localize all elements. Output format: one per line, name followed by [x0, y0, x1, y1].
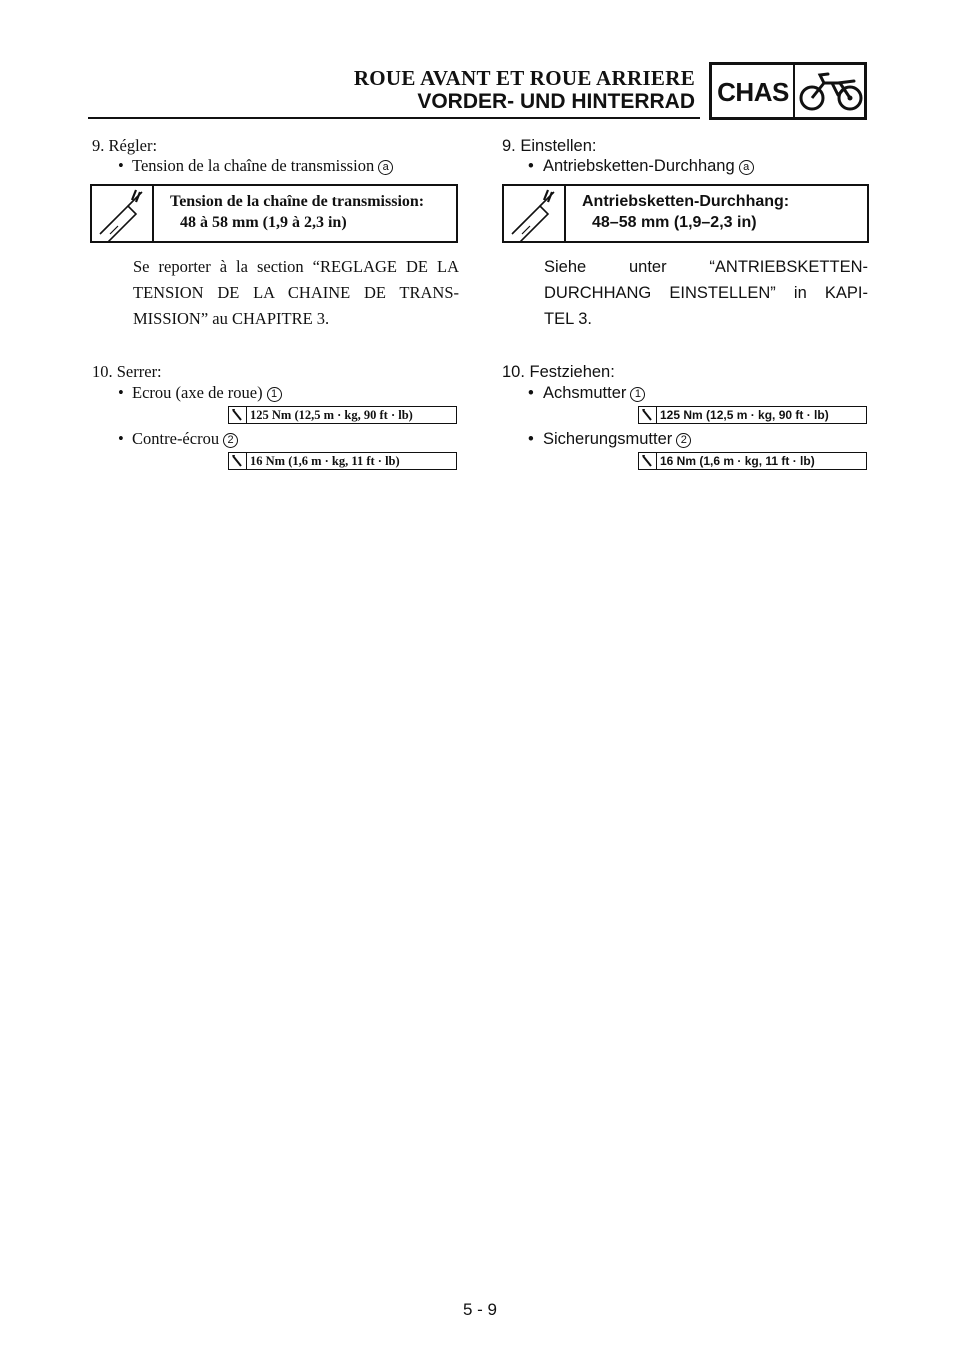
caliper-icon-cell — [504, 186, 566, 241]
de-spec-box — [502, 184, 869, 243]
fr-item1: • Ecrou (axe de roue) 1 — [118, 380, 282, 406]
fr-torque-value-2: 16 Nm (1,6 m · kg, 11 ft · lb) — [250, 454, 400, 468]
fr-spec-value: 48 à 58 mm (1,9 à 2,3 in) — [180, 214, 347, 231]
fr-torque-box-1 — [228, 406, 457, 424]
torque-wrench-icon — [229, 407, 247, 423]
de-step9-item-text: Antriebsketten-Durchhang — [542, 157, 735, 175]
de-refer-text — [544, 254, 868, 332]
fr-step9-item: • Tension de la chaîne de transmission a — [118, 153, 393, 179]
de-torque-value-2: 16 Nm (1,6 m · kg, 11 ft · lb) — [660, 454, 815, 468]
section-code: CHAS — [717, 77, 789, 107]
fr-spec-title: Tension de la chaîne de transmission: — [170, 193, 425, 210]
fr-refer-line: Se reporter à la section “REGLAGE DE LA — [133, 257, 459, 276]
torque-wrench-icon — [639, 453, 657, 469]
badge-divider — [793, 65, 795, 117]
caliper-icon — [92, 186, 152, 241]
section-title-french: ROUE AVANT ET ROUE ARRIERE — [353, 66, 695, 90]
fr-step10-label: 10. Serrer: — [92, 362, 162, 381]
de-item1-text: Achsmutter — [542, 384, 627, 402]
de-refer-line: TEL 3. — [544, 310, 592, 328]
ref-marker-1: 1 — [267, 387, 282, 402]
fr-torque-value-1: 125 Nm (12,5 m · kg, 90 ft · lb) — [250, 408, 413, 422]
section-title-german: VORDER- UND HINTERRAD — [417, 90, 695, 113]
fr-refer-line: TENSION DE LA CHAINE DE TRANS- — [133, 283, 459, 302]
fr-step9-label: 9. Régler: — [92, 136, 158, 155]
de-spec-value: 48–58 mm (1,9–2,3 in) — [592, 214, 757, 231]
header-rule — [88, 117, 700, 119]
torque-wrench-icon — [639, 407, 657, 423]
de-step9-item: • Antriebsketten-Durchhang a — [528, 153, 754, 179]
fr-item1-text: Ecrou (axe de roue) — [132, 383, 263, 402]
ref-marker-a: a — [378, 160, 393, 175]
fr-refer-line: MISSION” au CHAPITRE 3. — [133, 309, 330, 328]
motorcycle-icon — [798, 69, 864, 113]
de-refer-line: DURCHHANG EINSTELLEN” in KAPI- — [544, 284, 868, 302]
de-item1: • Achsmutter 1 — [528, 380, 645, 406]
fr-step9-item-text: Tension de la chaîne de transmission — [132, 156, 375, 175]
caliper-icon-cell — [92, 186, 154, 241]
de-torque-box-2 — [638, 452, 867, 470]
ref-marker-1: 1 — [630, 387, 645, 402]
fr-torque-box-2 — [228, 452, 457, 470]
ref-marker-a: a — [739, 160, 754, 175]
page-number: 5 - 9 — [462, 1300, 498, 1319]
de-item2-text: Sicherungsmutter — [542, 430, 673, 448]
de-step10-label: 10. Festziehen: — [502, 363, 615, 381]
torque-wrench-icon — [229, 453, 247, 469]
de-step9-label: 9. Einstellen: — [502, 137, 597, 155]
section-badge — [709, 62, 867, 120]
de-spec-title: Antriebsketten-Durchhang: — [582, 193, 790, 210]
de-item2: • Sicherungsmutter 2 — [528, 426, 691, 452]
fr-spec-box — [90, 184, 458, 243]
caliper-icon — [504, 186, 564, 241]
ref-marker-2: 2 — [223, 433, 238, 448]
fr-refer-text — [133, 254, 459, 332]
de-torque-value-1: 125 Nm (12,5 m · kg, 90 ft · lb) — [660, 408, 829, 422]
fr-item2: • Contre-écrou 2 — [118, 426, 238, 452]
ref-marker-2: 2 — [676, 433, 691, 448]
fr-item2-text: Contre-écrou — [132, 429, 220, 448]
de-torque-box-1 — [638, 406, 867, 424]
de-refer-line: Siehe unter “ANTRIEBSKETTEN- — [544, 258, 868, 276]
